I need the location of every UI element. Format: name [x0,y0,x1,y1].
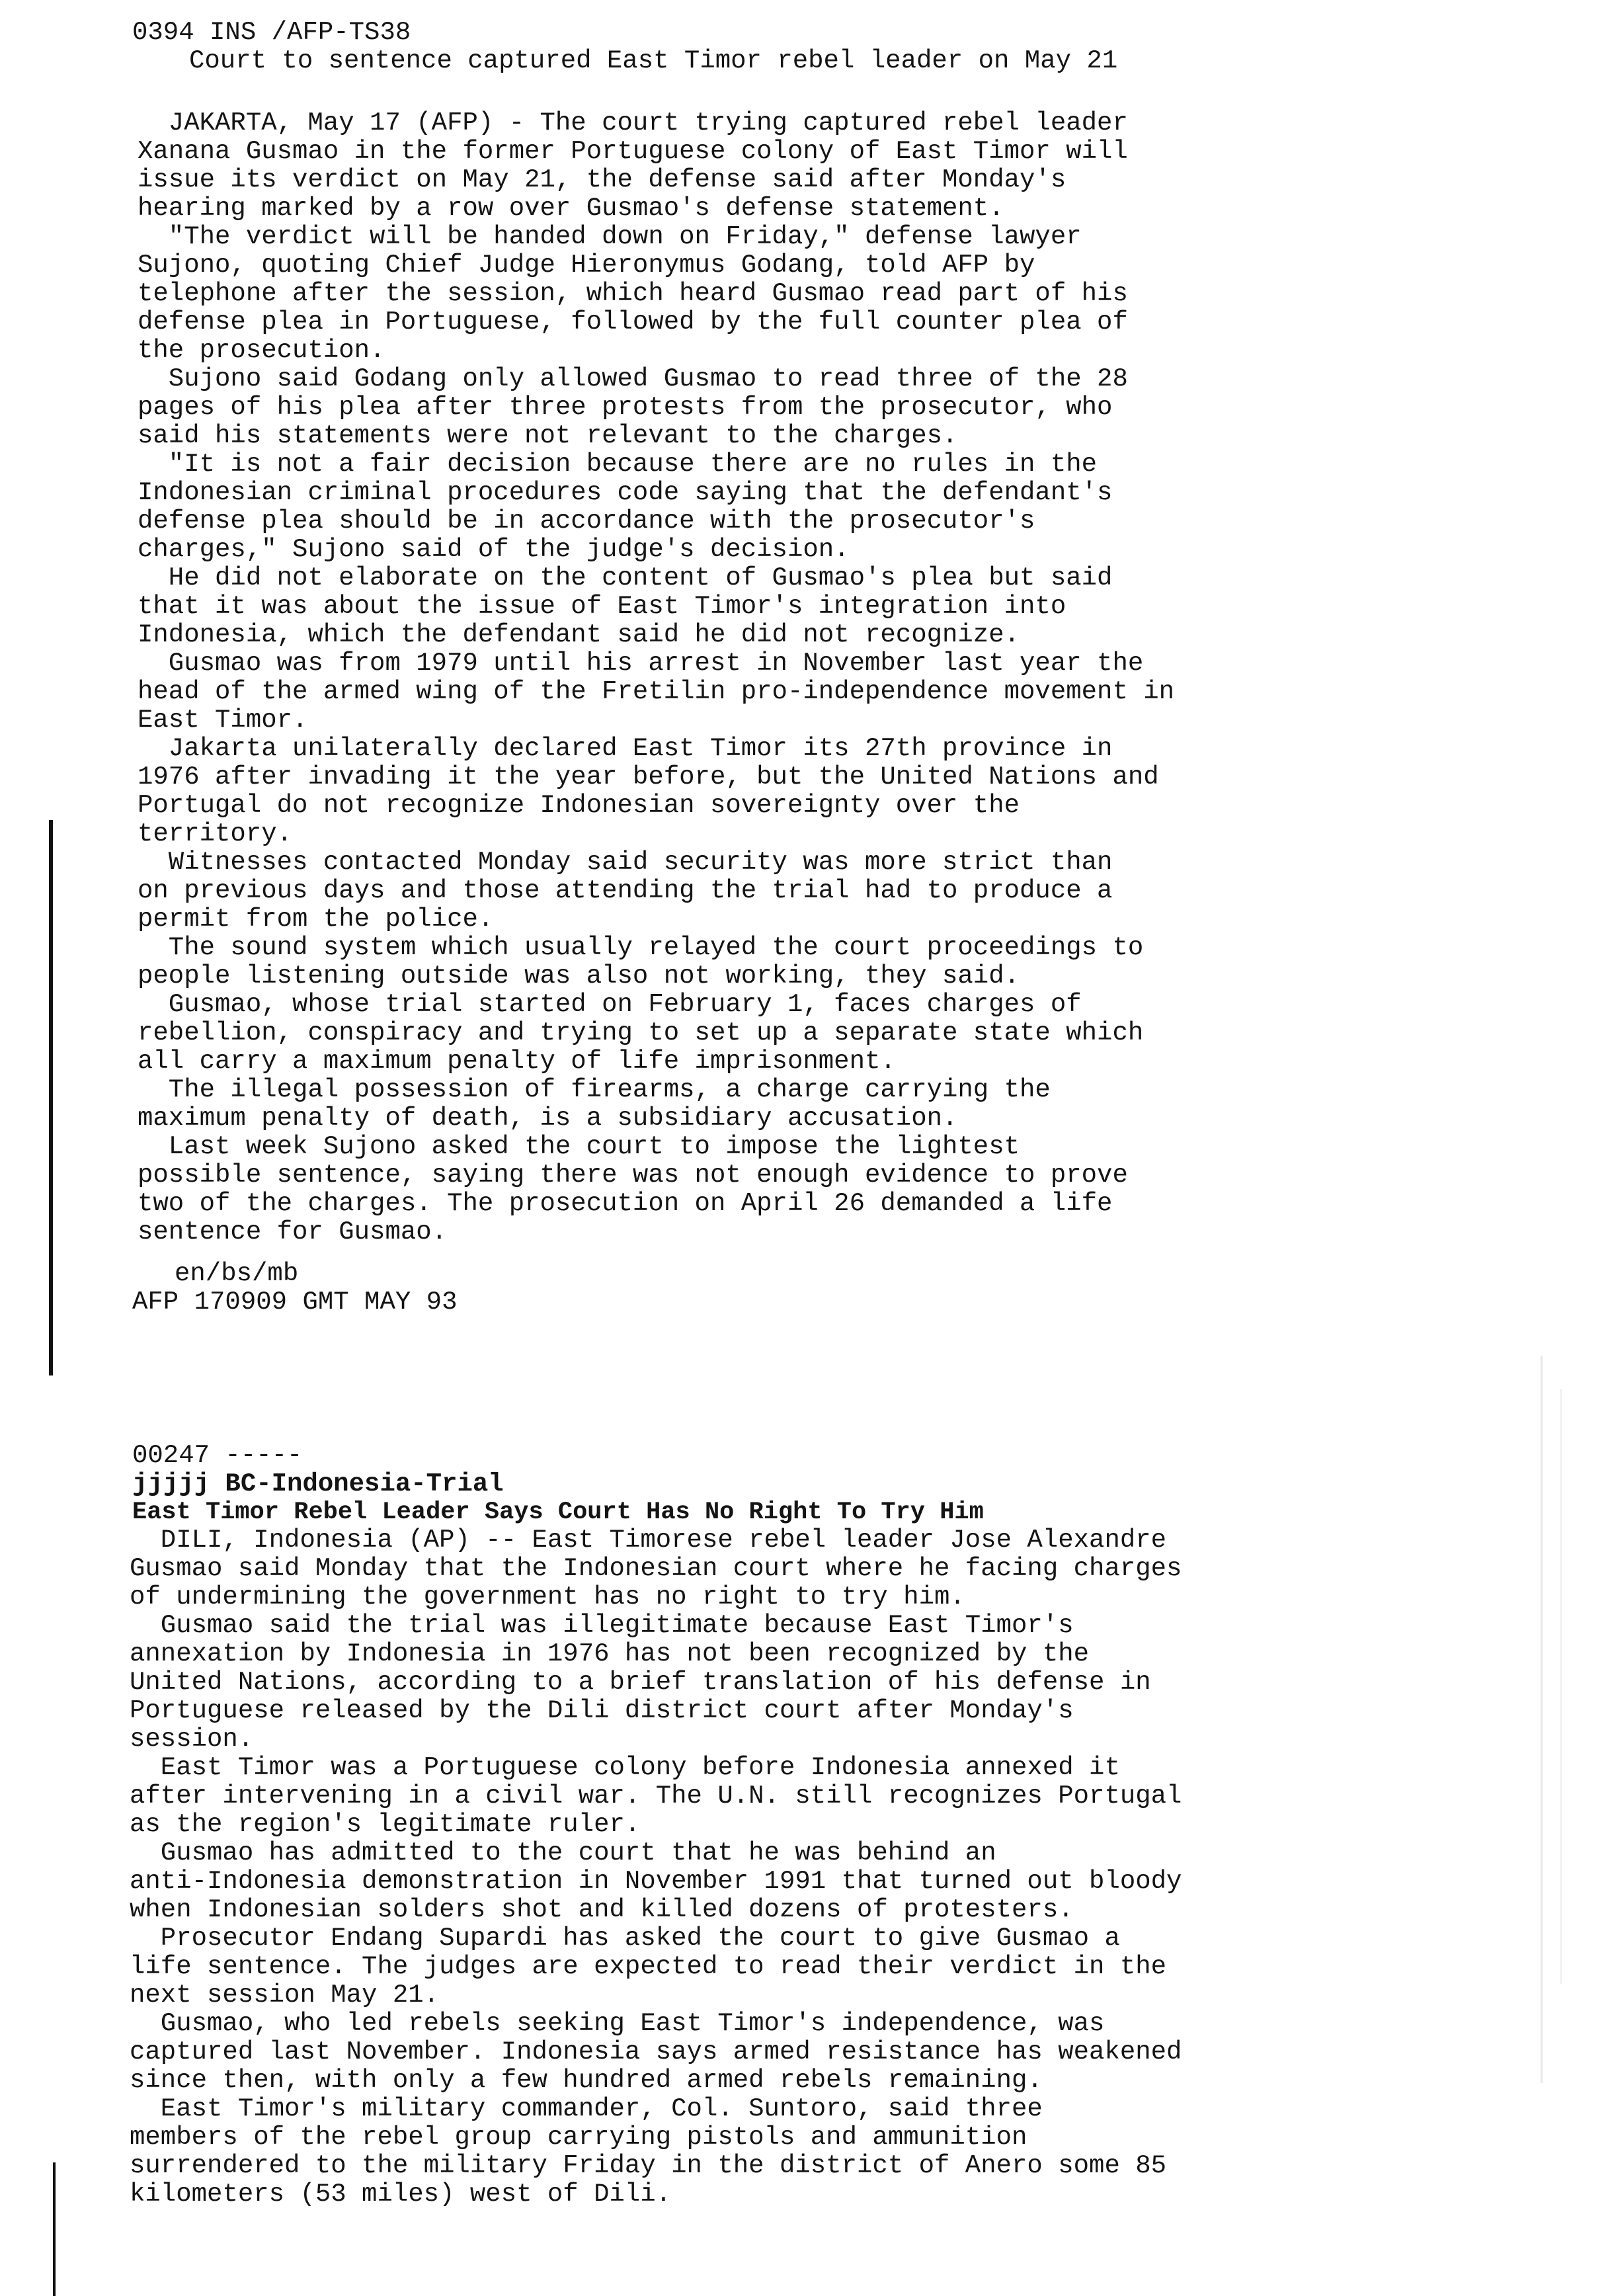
body-line: members of the rebel group carrying pistols and ammunition [130,2123,1027,2152]
body-line: Jakarta unilaterally declared East Timor its 27th province in [138,734,1113,763]
story-id-header: 00247 ----- [132,1441,303,1470]
body-line: the prosecution. [138,336,385,365]
body-line: captured last November. Indonesia says armed resistance has weakened [130,2037,1182,2067]
body-line: Gusmao said the trial was illegitimate because East Timor's [130,1611,1074,1640]
body-line: next session May 21. [130,1981,440,2010]
body-line: 1976 after invading it the year before, but the United Nations and [138,762,1159,792]
body-line: annexation by Indonesia in 1976 has not been recognized by the [130,1639,1090,1668]
body-line: since then, with only a few hundred armed rebels remaining. [130,2066,1043,2095]
body-line: rebellion, conspiracy and trying to set up a separate state which [138,1018,1144,1047]
story-afp [132,19,1388,75]
body-line: Portugal do not recognize Indonesian sovereignty over the [138,791,1020,820]
body-line: Xanana Gusmao in the former Portuguese colony of East Timor will [138,137,1128,166]
body-line: defense plea should be in accordance with the prosecutor's [138,507,1035,536]
body-line: session. [130,1725,254,1754]
story-afp-body [138,109,1394,1247]
body-line: when Indonesian solders shot and killed dozens of protesters. [130,1895,1074,1924]
body-line: maximum penalty of death, is a subsidiary accusation. [138,1104,958,1133]
body-line: surrendered to the military Friday in the district of Anero some 85 [130,2151,1167,2180]
body-line: He did not elaborate on the content of Gusmao's plea but said [138,563,1113,593]
story-id-header: 0394 INS /AFP-TS38 [132,18,411,47]
story-afp-footer [132,1260,926,1317]
body-line: territory. [138,819,293,848]
body-line: "It is not a fair decision because there are no rules in the [138,450,1098,479]
scan-noise-right [1541,1356,1543,2083]
body-line: permit from the police. [138,905,494,934]
body-line: life sentence. The judges are expected to read their verdict in the [130,1952,1167,1981]
body-line: Portuguese released by the Dili district court after Monday's [130,1696,1074,1725]
scan-noise-right-2 [1560,1389,1562,1984]
body-line: that it was about the issue of East Timor's integration into [138,592,1066,621]
body-line: Indonesian criminal procedures code saying that the defendant's [138,478,1113,507]
body-line: Gusmao, who led rebels seeking East Timor's independence, was [130,2009,1105,2038]
body-line: Indonesia, which the defendant said he did not recognize. [138,620,1020,649]
body-line: as the region's legitimate ruler. [130,1810,641,1839]
body-line: East Timor's military commander, Col. Suntoro, said three [130,2094,1043,2123]
body-line: "The verdict will be handed down on Friday," defense lawyer [138,222,1082,251]
body-line: Gusmao has admitted to the court that he was behind an [130,1838,996,1867]
body-line: issue its verdict on May 21, the defense said after Monday's [138,165,1066,194]
body-line: East Timor was a Portuguese colony before Indonesia annexed it [130,1753,1120,1782]
body-line: after intervening in a civil war. The U.N. still recognizes Portugal [130,1782,1182,1811]
body-line: possible sentence, saying there was not enough evidence to prove [138,1161,1128,1190]
body-line: head of the armed wing of the Fretilin pro-independence movement in [138,677,1175,706]
story-slug: jjjjj BC-Indonesia-Trial [132,1469,504,1498]
body-line: defense plea in Portuguese, followed by the full counter plea of [138,308,1128,337]
story-ap [132,1442,1455,1527]
body-line: Witnesses contacted Monday said security was more strict than [138,848,1113,877]
body-line: on previous days and those attending the trial had to produce a [138,876,1113,905]
story-headline: East Timor Rebel Leader Says Court Has No Right To Try Him [132,1498,984,1526]
body-line: hearing marked by a row over Gusmao's defense statement. [138,194,1004,223]
body-line: all carry a maximum penalty of life imprisonment. [138,1047,896,1076]
dateline: AFP 170909 GMT MAY 93 [132,1288,458,1317]
body-line: East Timor. [138,706,308,735]
body-line: sentence for Gusmao. [138,1217,448,1247]
body-line: United Nations, according to a brief translation of his defense in [130,1668,1151,1697]
body-line: DILI, Indonesia (AP) -- East Timorese rebel leader Jose Alexandre [130,1526,1167,1555]
body-line: Sujono, quoting Chief Judge Hieronymus Godang, told AFP by [138,251,1035,280]
body-line: Gusmao was from 1979 until his arrest in November last year the [138,649,1144,678]
body-line: Prosecutor Endang Supardi has asked the court to give Gusmao a [130,1924,1120,1953]
scan-margin-line-lower [53,2162,56,2296]
body-line: anti-Indonesia demonstration in November 1991 that turned out bloody [130,1867,1182,1896]
body-line: people listening outside was also not working, they said. [138,962,1020,991]
body-line: Last week Sujono asked the court to impose the lightest [138,1132,1020,1161]
body-line: The illegal possession of firearms, a charge carrying the [138,1075,1051,1104]
body-line: two of the charges. The prosecution on April 26 demanded a life [138,1189,1113,1218]
body-line: telephone after the session, which heard Gusmao read part of his [138,279,1128,308]
body-line: charges," Sujono said of the judge's decision. [138,535,850,564]
body-line: JAKARTA, May 17 (AFP) - The court trying captured rebel leader [138,108,1128,138]
body-line: The sound system which usually relayed the court proceedings to [138,933,1144,962]
body-line: Gusmao, whose trial started on February 1, faces charges of [138,990,1082,1019]
body-line: pages of his plea after three protests from the prosecutor, who [138,393,1113,422]
body-line: of undermining the government has no right to try him. [130,1582,965,1612]
story-headline: Court to sentence captured East Timor rebel leader on May 21 [189,46,1118,75]
body-line: kilometers (53 miles) west of Dili. [130,2180,672,2209]
scan-margin-line-left [49,820,53,1375]
story-ap-body [130,1526,1452,2209]
body-line: Sujono said Godang only allowed Gusmao to read three of the 28 [138,364,1128,393]
signoff: en/bs/mb [175,1259,299,1288]
body-line: said his statements were not relevant to the charges. [138,421,958,450]
body-line: Gusmao said Monday that the Indonesian court where he facing charges [130,1554,1182,1583]
